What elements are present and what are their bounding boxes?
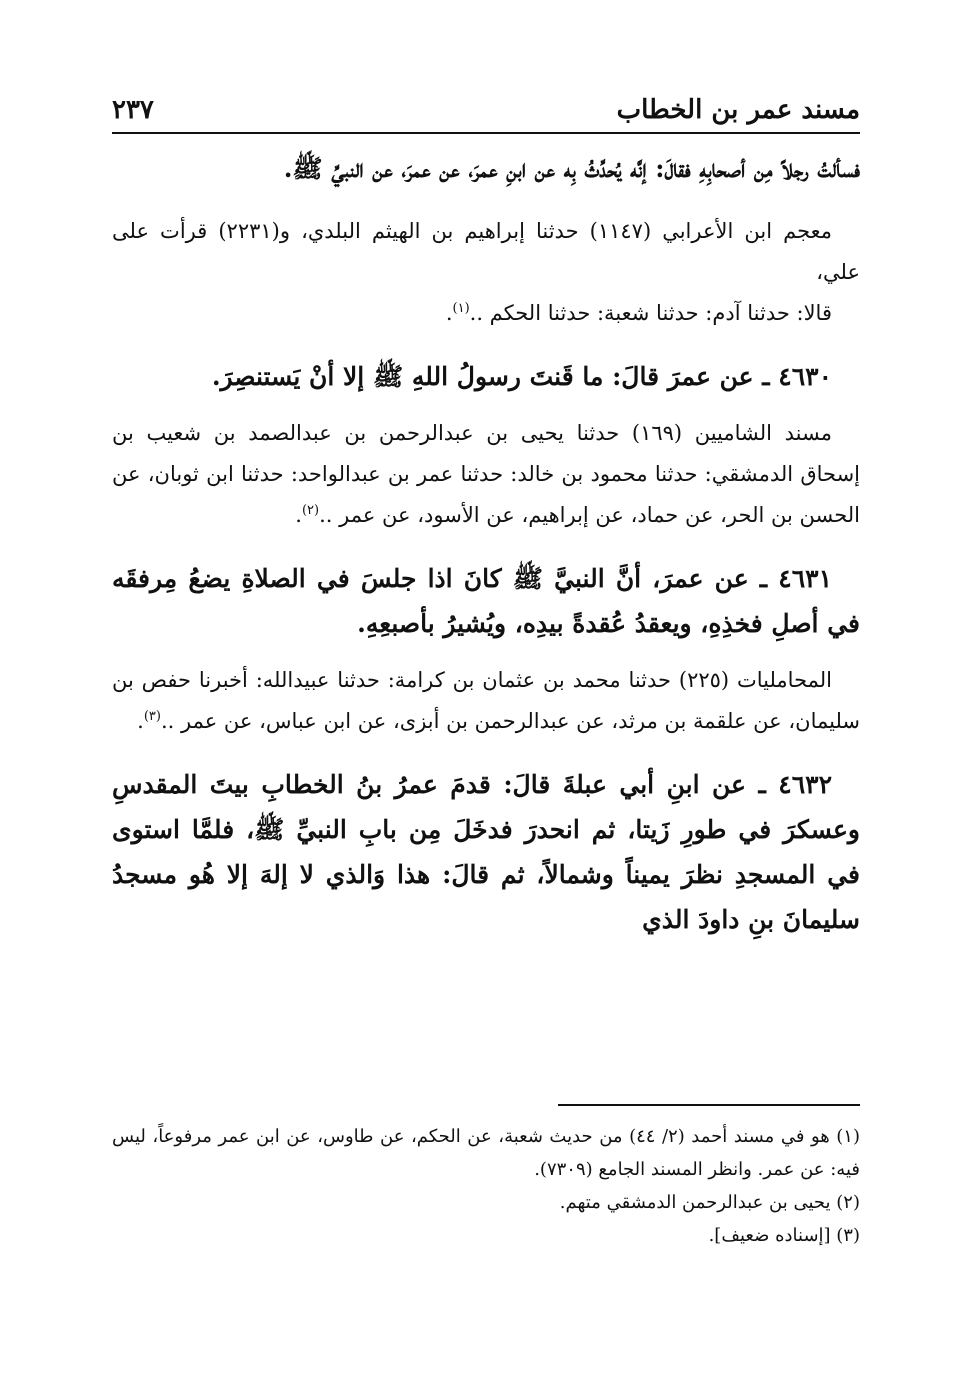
hadith-continuation: فسألتُ رجلاً مِن أصحابِهِ فقالَ: إنَّه يُحدِّثُ بِه عن ابنِ عمرَ، عن عمرَ، عن النبيِّ ﷺ. [283, 154, 860, 183]
source-text: معجم ابن الأعرابي (١١٤٧) حدثنا إبراهيم بن الهيثم البلدي، و(٢٢٣١) قرأت على علي، [112, 219, 860, 284]
source-block-1 [112, 211, 860, 334]
source-text: مسند الشاميين (١٦٩) حدثنا يحيى بن عبدالرحمن بن عبدالصمد بن شعيب بن إسحاق الدمشقي: حدثنا محمود بن خالد: حدثنا عمر بن عبدالواحد: حدثنا ابن ثوبان، عن الحسن بن الحر، عن حماد، عن إبراهيم، عن الأسود، عن عمر .. [112, 421, 860, 527]
page-number: ٢٣٧ [112, 95, 154, 125]
footnote-marker: (٣) [143, 709, 161, 724]
footnote-marker: (٢) [301, 503, 320, 518]
source-block-2: مسند الشاميين (١٦٩) حدثنا يحيى بن عبدالرحمن بن عبدالصمد بن شعيب بن إسحاق الدمشقي: حدثنا محمود بن خالد: حدثنا عمر بن عبدالواحد: حدثنا ابن ثوبان، عن الحسن بن الحر، عن حماد، عن إبراهيم، عن الأسود، عن عمر ..$^{(٢)}$. [112, 421, 860, 527]
footnotes [112, 1120, 860, 1252]
book-title: مسند عمر بن الخطاب [616, 95, 860, 125]
hadith-4630: ٤٦٣٠ ـ عن عمرَ قالَ: ما قَنتَ رسولُ اللهِ ﷺ إلا أنْ يَستنصِرَ. [211, 362, 832, 391]
running-header [112, 92, 860, 134]
footnote-marker: (١) [452, 301, 470, 316]
hadith-4631: ٤٦٣١ ـ عن عمرَ، أنَّ النبيَّ ﷺ كانَ اذا جلسَ في الصلاةِ يضعُ مِرفقَه في أصلِ فخذِهِ، ويعقدُ عُقدةً بيدِه، ويُشيرُ بأصبعِهِ. [112, 564, 860, 638]
page-body [112, 146, 860, 942]
source-text: المحامليات (٢٢٥) حدثنا محمد بن عثمان بن كرامة: حدثنا عبيدالله: أخبرنا حفص بن سليمان، عن علقمة بن مرثد، عن عبدالرحمن بن أبزى، عن ابن عباس، عن عمر .. [112, 668, 860, 733]
hadith-4632: ٤٦٣٢ ـ عن ابنِ أبي عبلةَ قالَ: قدمَ عمرُ بنُ الخطابِ بيتَ المقدسِ وعسكرَ في طورِ زَيتا، ثم انحدرَ فدخَلَ مِن بابِ النبيِّ ﷺ، فلمَّا استوى في المسجدِ نظرَ يميناً وشمالاً، ثم قالَ: هذا وَالذي لا إلهَ إلا هُو مسجدُ سليمانَ بنِ داودَ الذي [112, 770, 860, 934]
source-text: قالا: حدثنا آدم: حدثنا شعبة: حدثنا الحكم ..$^{(١)}$. [445, 301, 832, 325]
source-block-3: المحامليات (٢٢٥) حدثنا محمد بن عثمان بن كرامة: حدثنا عبيدالله: أخبرنا حفص بن سليمان، عن علقمة بن مرثد، عن عبدالرحمن بن أبزى، عن ابن عباس، عن عمر ..$^{(٣)}$. [112, 668, 860, 733]
source-text-line: قالا: حدثنا آدم: حدثنا شعبة: حدثنا الحكم .. [469, 301, 832, 325]
footnote-separator [558, 1104, 860, 1106]
footnote-1: (١) هو في مسند أحمد (٢/ ٤٤) من حديث شعبة، عن الحكم، عن طاوس، عن ابن عمر مرفوعاً، ليس فيه: عن عمر. وانظر المسند الجامع (٧٣٠٩). [112, 1126, 860, 1180]
footnote-3: (٣) [إسناده ضعيف]. [708, 1225, 860, 1246]
book-page [112, 82, 860, 1342]
footnote-2: (٢) يحيى بن عبدالرحمن الدمشقي متهم. [559, 1192, 860, 1213]
